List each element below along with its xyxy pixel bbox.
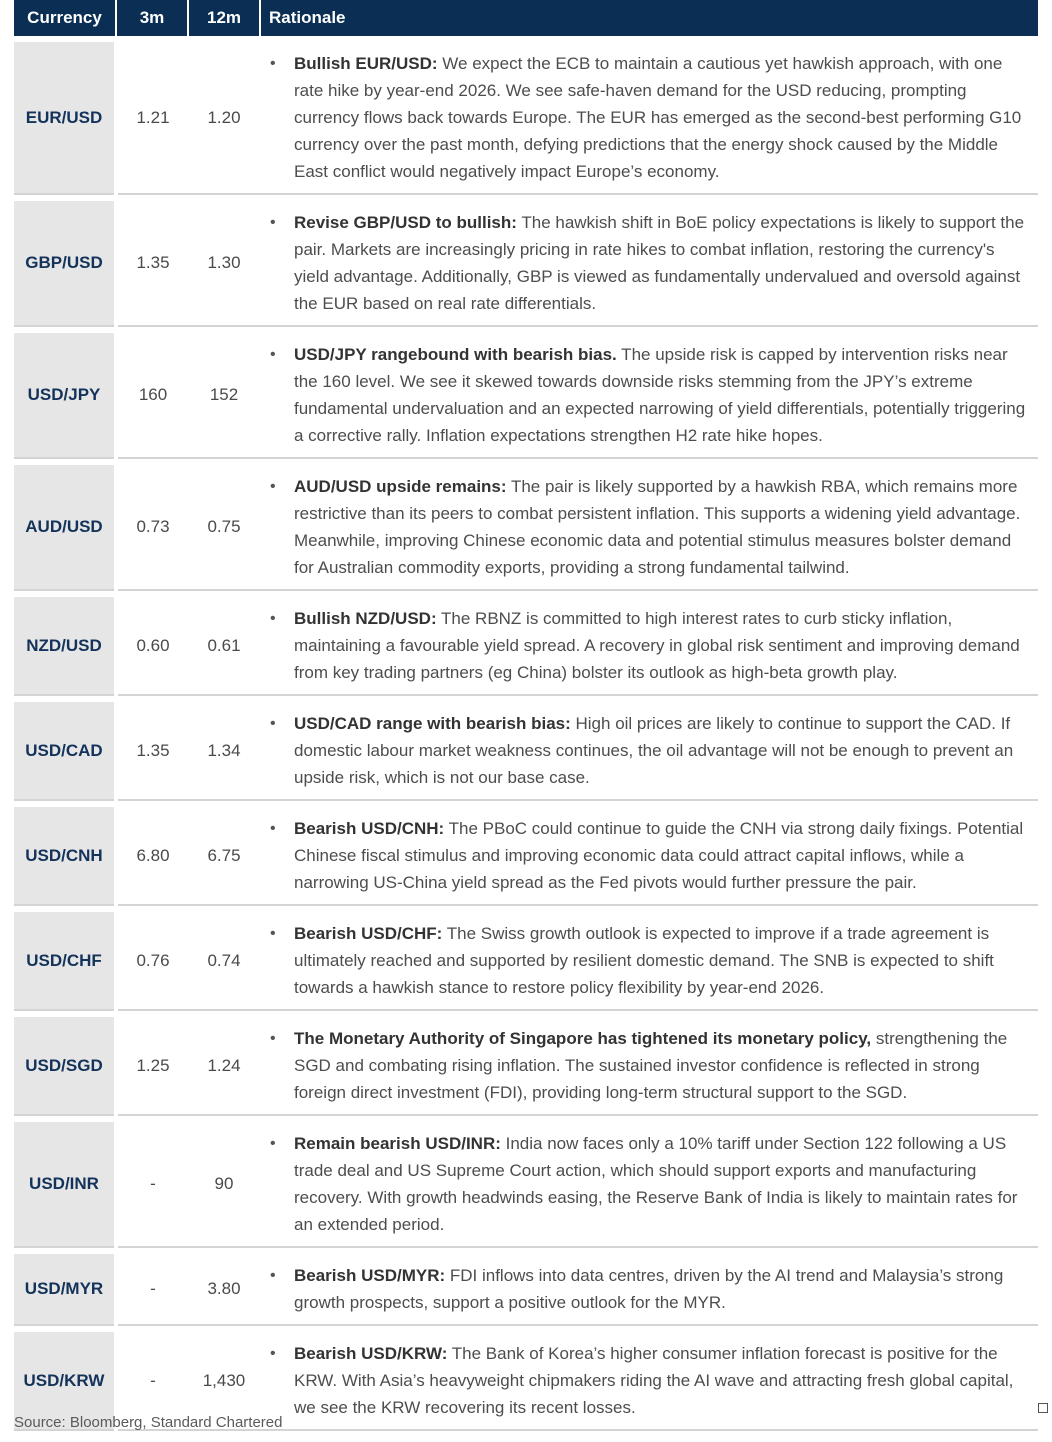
- forecast-12m-cell: 1.34: [188, 702, 260, 800]
- forecast-12m-cell: 0.75: [188, 465, 260, 590]
- rationale-bullet: [268, 1130, 1034, 1238]
- spacer-cell: [14, 458, 1038, 465]
- rationale-body: strengthening the SGD and combating rising inflation. The sustained investor confidence is reflected in strong foreign direct investment (FDI), providing long-term structural support to the SGD.: [294, 1029, 1008, 1102]
- table-body: [14, 36, 1038, 1430]
- rationale-headline: Bearish USD/CNH:: [294, 819, 445, 838]
- header-currency: Currency: [14, 0, 116, 36]
- currency-cell: USD/CHF: [14, 912, 116, 1010]
- table-row: [14, 912, 1038, 1010]
- rationale-body: High oil prices are likely to continue to support the CAD. If domestic labour market weakness continues, the oil advantage will not be enough to prevent an upside risk, which is not our base case.: [294, 714, 1014, 787]
- rationale-bullet: [268, 605, 1034, 686]
- forecast-12m-cell: 3.80: [188, 1254, 260, 1325]
- rationale-bullet: [268, 473, 1034, 581]
- header-3m: 3m: [116, 0, 188, 36]
- forecast-12m-cell: 1.30: [188, 201, 260, 326]
- rationale-headline: Bullish NZD/USD:: [294, 609, 437, 628]
- row-spacer: [14, 1010, 1038, 1017]
- rationale-text: [294, 1262, 1034, 1316]
- currency-cell: USD/CNH: [14, 807, 116, 905]
- rationale-body: The Bank of Korea’s higher consumer inflation forecast is positive for the KRW. With Asia’s heavyweight chipmakers riding the AI wave and attracting fresh global capital, we see the KRW recovering its recent losses.: [294, 1344, 1014, 1417]
- bullet-icon: •: [270, 925, 276, 942]
- currency-cell: GBP/USD: [14, 201, 116, 326]
- rationale-body: The hawkish shift in BoE policy expectations is likely to support the pair. Markets are increasingly pricing in rate hikes to combat inflation, restoring the currency's yield advantage. Additionally, GBP is viewed as fundamentally undervalued and oversold against the EUR based on real rate differentials.: [294, 213, 1025, 313]
- forecast-3m-cell: 1.25: [116, 1017, 188, 1115]
- forecast-3m-cell: 1.35: [116, 702, 188, 800]
- forecast-12m-cell: 90: [188, 1122, 260, 1247]
- rationale-body: India now faces only a 10% tariff under Section 122 following a US trade deal and US Supreme Court action, which should support exports and manufacturing recovery. With growth headwinds easing, the Reserve Bank of India is likely to maintain rates for an extended period.: [294, 1134, 1018, 1234]
- forecast-3m-cell: -: [116, 1332, 188, 1430]
- rationale-bullet: [268, 710, 1034, 791]
- rationale-body: FDI inflows into data centres, driven by the AI trend and Malaysia’s strong growth prospects, support a positive outlook for the MYR.: [294, 1266, 1004, 1312]
- rationale-cell: [260, 1017, 1038, 1115]
- spacer-cell: [14, 326, 1038, 333]
- row-spacer: [14, 800, 1038, 807]
- rationale-text: [294, 605, 1034, 686]
- rationale-bullet: [268, 341, 1034, 449]
- rationale-cell: [260, 807, 1038, 905]
- table-row: [14, 702, 1038, 800]
- rationale-text: [294, 1025, 1034, 1106]
- bullet-icon: •: [270, 214, 276, 231]
- forecast-3m-cell: 1.21: [116, 42, 188, 194]
- bullet-icon: •: [270, 346, 276, 363]
- bullet-icon: •: [270, 55, 276, 72]
- rationale-text: [294, 50, 1034, 185]
- table-row: [14, 201, 1038, 326]
- rationale-bullet: [268, 1025, 1034, 1106]
- rationale-headline: USD/JPY rangebound with bearish bias.: [294, 345, 617, 364]
- row-spacer: [14, 458, 1038, 465]
- spacer-cell: [14, 800, 1038, 807]
- table-row: [14, 1254, 1038, 1325]
- header-row: [14, 0, 1038, 36]
- bullet-icon: •: [270, 820, 276, 837]
- rationale-bullet: [268, 209, 1034, 317]
- currency-cell: USD/CAD: [14, 702, 116, 800]
- forecast-12m-cell: 1,430: [188, 1332, 260, 1430]
- bullet-icon: •: [270, 1135, 276, 1152]
- forecast-12m-cell: 6.75: [188, 807, 260, 905]
- spacer-cell: [14, 695, 1038, 702]
- currency-cell: USD/JPY: [14, 333, 116, 458]
- rationale-cell: [260, 42, 1038, 194]
- row-spacer: [14, 1115, 1038, 1122]
- rationale-text: [294, 209, 1034, 317]
- rationale-body: The Swiss growth outlook is expected to improve if a trade agreement is ultimately reached and supported by resilient domestic demand. The SNB is expected to shift towards a hawkish stance to restore policy flexibility by year-end 2026.: [294, 924, 994, 997]
- spacer-cell: [14, 1115, 1038, 1122]
- rationale-text: [294, 710, 1034, 791]
- table-row: [14, 1017, 1038, 1115]
- row-spacer: [14, 194, 1038, 201]
- currency-cell: USD/SGD: [14, 1017, 116, 1115]
- rationale-text: [294, 920, 1034, 1001]
- rationale-bullet: [268, 815, 1034, 896]
- table-row: [14, 465, 1038, 590]
- forecast-12m-cell: 152: [188, 333, 260, 458]
- rationale-bullet: [268, 920, 1034, 1001]
- rationale-text: [294, 473, 1034, 581]
- forecast-3m-cell: 0.60: [116, 597, 188, 695]
- table-row: [14, 597, 1038, 695]
- spacer-cell: [14, 905, 1038, 912]
- rationale-headline: Bearish USD/KRW:: [294, 1344, 448, 1363]
- currency-cell: NZD/USD: [14, 597, 116, 695]
- rationale-headline: Revise GBP/USD to bullish:: [294, 213, 517, 232]
- spacer-cell: [14, 1325, 1038, 1332]
- forecast-3m-cell: 0.73: [116, 465, 188, 590]
- spacer-cell: [14, 1010, 1038, 1017]
- rationale-cell: [260, 702, 1038, 800]
- header-rationale: Rationale: [260, 0, 1038, 36]
- rationale-headline: USD/CAD range with bearish bias:: [294, 714, 571, 733]
- row-spacer: [14, 590, 1038, 597]
- table-row: [14, 1122, 1038, 1247]
- header-12m: 12m: [188, 0, 260, 36]
- forecast-3m-cell: -: [116, 1254, 188, 1325]
- resize-handle[interactable]: [1038, 1403, 1048, 1413]
- bullet-icon: •: [270, 610, 276, 627]
- currency-cell: USD/KRW: [14, 1332, 116, 1430]
- table-header: [14, 0, 1038, 36]
- rationale-text: [294, 341, 1034, 449]
- forecast-12m-cell: 1.24: [188, 1017, 260, 1115]
- currency-cell: EUR/USD: [14, 42, 116, 194]
- rationale-cell: [260, 597, 1038, 695]
- rationale-cell: [260, 333, 1038, 458]
- rationale-cell: [260, 465, 1038, 590]
- forecast-3m-cell: -: [116, 1122, 188, 1247]
- rationale-headline: Bearish USD/CHF:: [294, 924, 443, 943]
- currency-cell: AUD/USD: [14, 465, 116, 590]
- bullet-icon: •: [270, 1267, 276, 1284]
- rationale-headline: The Monetary Authority of Singapore has tightened its monetary policy,: [294, 1029, 872, 1048]
- rationale-headline: AUD/USD upside remains:: [294, 477, 507, 496]
- bullet-icon: •: [270, 1345, 276, 1362]
- rationale-cell: [260, 1332, 1038, 1430]
- forecast-12m-cell: 1.20: [188, 42, 260, 194]
- rationale-text: [294, 1130, 1034, 1238]
- currency-cell: USD/INR: [14, 1122, 116, 1247]
- rationale-body: The RBNZ is committed to high interest rates to curb sticky inflation, maintaining a favourable yield spread. A recovery in global risk sentiment and improving demand from key trading partners (eg China) bolster its outlook as high-beta growth play.: [294, 609, 1020, 682]
- rationale-body: The pair is likely supported by a hawkish RBA, which remains more restrictive than its peers to combat persistent inflation. This supports a widening yield advantage. Meanwhile, improving Chinese economic data and potential stimulus measures bolster demand for Australian commodity exports, providing a strong fundamental tailwind.: [294, 477, 1021, 577]
- rationale-bullet: [268, 1340, 1034, 1421]
- rationale-body: The PBoC could continue to guide the CNH via strong daily fixings. Potential Chinese fiscal stimulus and improving economic data could attract capital inflows, while a narrowing US-China yield spread as the Fed pivots would further pressure the pair.: [294, 819, 1024, 892]
- spacer-cell: [14, 194, 1038, 201]
- table-row: [14, 807, 1038, 905]
- rationale-headline: Bullish EUR/USD:: [294, 54, 438, 73]
- forecast-3m-cell: 0.76: [116, 912, 188, 1010]
- rationale-cell: [260, 912, 1038, 1010]
- fx-forecast-table: [14, 0, 1038, 1431]
- forecast-3m-cell: 160: [116, 333, 188, 458]
- rationale-headline: Bearish USD/MYR:: [294, 1266, 446, 1285]
- table-row: [14, 42, 1038, 194]
- rationale-bullet: [268, 1262, 1034, 1316]
- forecast-3m-cell: 1.35: [116, 201, 188, 326]
- rationale-text: [294, 1340, 1034, 1421]
- rationale-cell: [260, 201, 1038, 326]
- bullet-icon: •: [270, 478, 276, 495]
- row-spacer: [14, 695, 1038, 702]
- row-spacer: [14, 1325, 1038, 1332]
- forecast-12m-cell: 0.61: [188, 597, 260, 695]
- rationale-text: [294, 815, 1034, 896]
- bullet-icon: •: [270, 1030, 276, 1047]
- rationale-headline: Remain bearish USD/INR:: [294, 1134, 501, 1153]
- rationale-cell: [260, 1254, 1038, 1325]
- spacer-cell: [14, 590, 1038, 597]
- table-row: [14, 333, 1038, 458]
- rationale-bullet: [268, 50, 1034, 185]
- row-spacer: [14, 905, 1038, 912]
- spacer-cell: [14, 1247, 1038, 1254]
- row-spacer: [14, 1247, 1038, 1254]
- currency-cell: USD/MYR: [14, 1254, 116, 1325]
- forecast-12m-cell: 0.74: [188, 912, 260, 1010]
- bullet-icon: •: [270, 715, 276, 732]
- rationale-body: We expect the ECB to maintain a cautious yet hawkish approach, with one rate hike by year-end 2026. We see safe-haven demand for the USD reducing, prompting currency flows back towards Europe. The EUR has emerged as the second-best performing G10 currency over the past month, defying predictions that the energy shock caused by the Middle East conflict would negatively impact Europe’s economy.: [294, 54, 1022, 181]
- forecast-3m-cell: 6.80: [116, 807, 188, 905]
- source-note: Source: Bloomberg, Standard Chartered: [14, 1414, 283, 1431]
- rationale-cell: [260, 1122, 1038, 1247]
- rationale-body: The upside risk is capped by intervention risks near the 160 level. We see it skewed towards downside risks stemming from the JPY’s extreme fundamental undervaluation and an expected narrowing of yield differentials, potentially triggering a corrective rally. Inflation expectations strengthen H2 rate hike hopes.: [294, 345, 1026, 445]
- row-spacer: [14, 326, 1038, 333]
